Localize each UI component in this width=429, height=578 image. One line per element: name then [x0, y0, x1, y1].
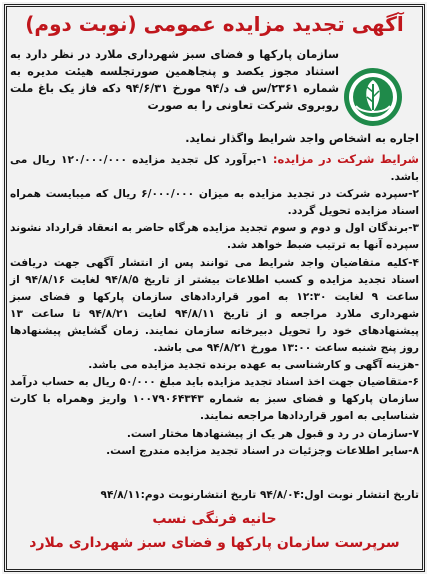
ad-page — [2, 2, 427, 574]
condition-6: ۶-متقاضیان جهت اخذ اسناد تجدید مزایده باید مبلغ ۵۰/۰۰۰ ریال به حساب درآمد سازمان پارکها و فضای سبز به شماره ۱۰۰۷۹۰۶۴۳۴۳ واریز وهمراه با کارت شناسایی به امور قراردادها مراجعه نمایند. — [10, 376, 420, 423]
condition-4: ۴-کلیه متقاضیان واجد شرایط می توانند پس از انتشار آگهی جهت دریافت اسناد تجدید مزایده و کسب اطلاعات بیشتر از تاریخ ۹۴/۸/۵ لغایت ۹۴/۸/۱۶ از ساعت ۹ لغایت ۱۲:۳۰ به امور قراردادهای سازمان پارکها و فضای سبز شهرداری ملارد مراجعه و از تاریخ ۹۴/۸/۱۱ لغایت ۹۴/۸/۲۱ تا ساعت ۱۳ پیشنهادهای خود را تحویل دبیرخانه سازمان نمایند. زمان گشایش پیشنهادها روز پنج شنبه ساعت ۱۳:۰۰ مورخ ۹۴/۸/۲۱ می باشد. — [10, 256, 420, 355]
condition-8: ۸-سایر اطلاعات وجزئیات در اسناد تجدید مزایده مندرج است. — [106, 444, 419, 457]
intro-continuation: اجاره به اشخاص واجد شرایط واگذار نماید. — [185, 132, 419, 145]
title-bar — [2, 10, 427, 38]
leaf-emblem-icon — [342, 66, 404, 128]
condition-2: ۲-سپرده شرکت در تجدید مزایده به میزان ۶/۰۰۰/۰۰۰ ریال که میبایست همراه اسناد مزایده تحویل گردد. — [10, 188, 419, 218]
page-title: آگهی تجدید مزایده عمومی (نوبت دوم) — [25, 12, 404, 36]
signature-title: سرپرست سازمان پارکها و فضای سبز شهرداری ملارد — [29, 535, 400, 551]
condition-5: -هزینه آگهی و کارشناسی به عهده برنده تجدید مزایده می باشد. — [88, 359, 419, 372]
conditions-section — [10, 151, 419, 460]
condition-7: ۷-سازمان در رد و قبول هر یک از پیشنهادها مختار است. — [126, 427, 419, 440]
condition-1 — [10, 151, 419, 186]
condition-1-text: ۱-برآورد کل تجدید مزایده ۱۲۰/۰۰۰/۰۰۰ ریال می باشد. — [10, 154, 419, 184]
conditions-heading: شرایط شرکت در مزایده: — [272, 152, 419, 166]
intro-paragraph: سازمان پارکها و فضای سبز شهرداری ملارد در نظر دارد به استناد مجوز یکصد و پنجاهمین صورتجلسه هیئت مدیره به شماره ۲۳۶۱/س ف د/۹۴ مورخ ۹۴/۶/۳۱ دکه فاز یک باغ ملت روبروی شرکت تعاونی را به صورت — [10, 48, 339, 112]
signature-name: حانیه فرنگی نسب — [152, 511, 277, 527]
condition-3: ۳-برندگان اول و دوم و سوم تجدید مزایده هرگاه حاضر به انعقاد قرارداد نشوند سپرده آنها به ترتیب ضبط خواهد شد. — [10, 222, 419, 252]
publish-dates: تاریخ انتشار نوبت اول:۹۴/۸/۰۴ تاریخ انتشارنوبت دوم:۹۴/۸/۱۱ — [100, 489, 419, 501]
